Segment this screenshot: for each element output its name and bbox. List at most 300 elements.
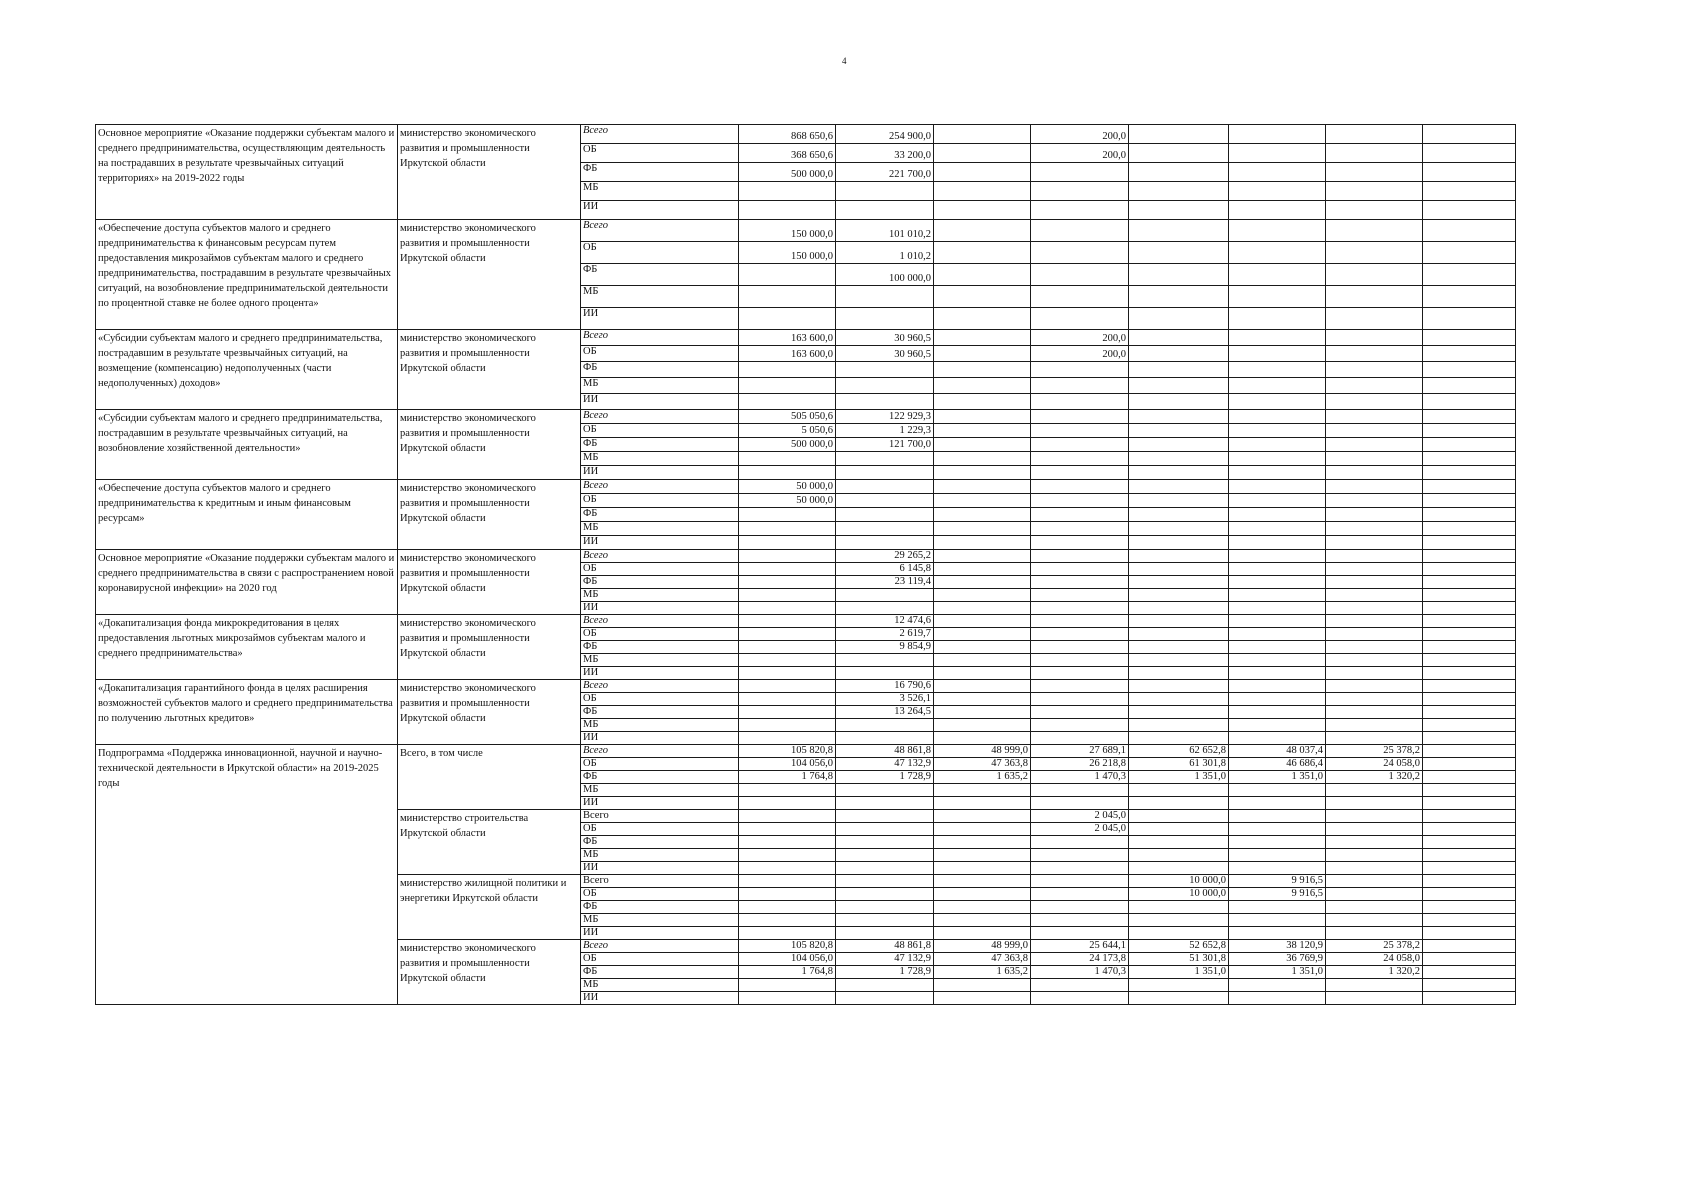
amount-cell — [1129, 576, 1229, 589]
amount-cell — [1031, 466, 1129, 480]
amount-cell — [1229, 602, 1326, 615]
executor-name: министерство экономического развития и промышленности Иркутской области — [398, 940, 581, 1005]
amount-cell — [1229, 286, 1326, 308]
amount-cell — [739, 797, 836, 810]
amount-cell — [934, 784, 1031, 797]
amount-cell — [1031, 378, 1129, 394]
amount-cell — [836, 875, 934, 888]
amount-cell — [836, 667, 934, 680]
table-row — [96, 330, 1516, 346]
amount-cell — [1326, 125, 1423, 144]
amount-cell — [1423, 823, 1516, 836]
amount-cell — [739, 901, 836, 914]
amount-cell — [739, 182, 836, 201]
amount-cell — [1423, 680, 1516, 693]
amount-cell — [1423, 346, 1516, 362]
amount-cell — [934, 264, 1031, 286]
amount-cell — [934, 602, 1031, 615]
amount-cell — [739, 875, 836, 888]
funding-source: ИИ — [581, 797, 739, 810]
amount-cell — [1031, 849, 1129, 862]
page-number: 4 — [842, 56, 847, 66]
funding-source: МБ — [581, 286, 739, 308]
amount-cell — [1129, 466, 1229, 480]
amount-cell — [1031, 308, 1129, 330]
amount-cell: 36 769,9 — [1229, 953, 1326, 966]
amount-cell — [739, 719, 836, 732]
amount-cell — [836, 182, 934, 201]
amount-cell — [1326, 220, 1423, 242]
amount-cell: 2 045,0 — [1031, 823, 1129, 836]
funding-source: МБ — [581, 784, 739, 797]
amount-cell — [1326, 242, 1423, 264]
funding-source: Всего — [581, 330, 739, 346]
amount-cell — [1423, 264, 1516, 286]
executor-name: министерство экономического развития и промышленности Иркутской области — [398, 550, 581, 615]
amount-cell: 1 320,2 — [1326, 966, 1423, 979]
amount-cell — [1423, 615, 1516, 628]
amount-cell: 500 000,0 — [739, 438, 836, 452]
amount-cell — [1326, 992, 1423, 1005]
amount-cell — [739, 264, 836, 286]
amount-cell — [1423, 480, 1516, 494]
amount-cell — [1129, 308, 1229, 330]
amount-cell — [1326, 849, 1423, 862]
amount-cell — [934, 508, 1031, 522]
executor-name: министерство жилищной политики и энергетики Иркутской области — [398, 875, 581, 940]
amount-cell — [934, 563, 1031, 576]
amount-cell: 24 058,0 — [1326, 953, 1423, 966]
amount-cell — [1031, 220, 1129, 242]
amount-cell — [1423, 308, 1516, 330]
amount-cell: 1 728,9 — [836, 771, 934, 784]
amount-cell — [739, 654, 836, 667]
amount-cell — [1229, 362, 1326, 378]
amount-cell — [934, 901, 1031, 914]
amount-cell — [934, 888, 1031, 901]
amount-cell — [1423, 286, 1516, 308]
amount-cell — [836, 810, 934, 823]
amount-cell — [1129, 330, 1229, 346]
amount-cell — [739, 862, 836, 875]
funding-source: ИИ — [581, 466, 739, 480]
amount-cell — [1031, 201, 1129, 220]
amount-cell: 48 861,8 — [836, 745, 934, 758]
amount-cell — [1423, 888, 1516, 901]
amount-cell — [934, 719, 1031, 732]
amount-cell — [739, 680, 836, 693]
amount-cell — [1229, 836, 1326, 849]
amount-cell: 48 861,8 — [836, 940, 934, 953]
amount-cell — [1326, 494, 1423, 508]
amount-cell — [1423, 508, 1516, 522]
amount-cell — [1031, 641, 1129, 654]
table-row — [96, 480, 1516, 494]
amount-cell — [1326, 654, 1423, 667]
amount-cell — [1326, 732, 1423, 745]
amount-cell: 505 050,6 — [739, 410, 836, 424]
funding-source: Всего — [581, 810, 739, 823]
amount-cell — [1031, 875, 1129, 888]
amount-cell — [1229, 125, 1326, 144]
activity-description: «Докапитализация фонда микрокредитования в целях предоставления льготных микрозаймов субъектам малого и среднего предпринимательства» — [96, 615, 398, 680]
funding-source: ОБ — [581, 628, 739, 641]
amount-cell: 2 619,7 — [836, 628, 934, 641]
amount-cell — [1423, 771, 1516, 784]
activity-description: Основное мероприятие «Оказание поддержки субъектам малого и среднего предпринимательства в связи с распространением новой коронавирусной инфекции» на 2020 год — [96, 550, 398, 615]
amount-cell — [836, 719, 934, 732]
amount-cell — [1326, 576, 1423, 589]
amount-cell — [739, 466, 836, 480]
amount-cell: 48 999,0 — [934, 940, 1031, 953]
amount-cell — [1423, 654, 1516, 667]
amount-cell — [1423, 797, 1516, 810]
amount-cell — [1229, 732, 1326, 745]
amount-cell: 368 650,6 — [739, 144, 836, 163]
amount-cell — [1423, 536, 1516, 550]
amount-cell — [739, 452, 836, 466]
amount-cell — [1031, 927, 1129, 940]
amount-cell — [1129, 242, 1229, 264]
executor-name: Всего, в том числе — [398, 745, 581, 810]
amount-cell — [1423, 576, 1516, 589]
amount-cell: 26 218,8 — [1031, 758, 1129, 771]
amount-cell — [1229, 346, 1326, 362]
amount-cell — [934, 125, 1031, 144]
funding-source: ОБ — [581, 953, 739, 966]
amount-cell — [1031, 452, 1129, 466]
amount-cell — [1129, 410, 1229, 424]
amount-cell — [1326, 346, 1423, 362]
funding-source: Всего — [581, 550, 739, 563]
amount-cell — [1129, 914, 1229, 927]
amount-cell: 10 000,0 — [1129, 888, 1229, 901]
executor-name: министерство экономического развития и промышленности Иркутской области — [398, 410, 581, 480]
amount-cell — [1031, 264, 1129, 286]
amount-cell — [739, 536, 836, 550]
amount-cell: 1 351,0 — [1229, 966, 1326, 979]
amount-cell — [1229, 901, 1326, 914]
amount-cell — [1423, 330, 1516, 346]
amount-cell — [934, 410, 1031, 424]
amount-cell — [1031, 286, 1129, 308]
amount-cell: 50 000,0 — [739, 494, 836, 508]
amount-cell: 1 764,8 — [739, 771, 836, 784]
amount-cell — [934, 979, 1031, 992]
amount-cell — [1129, 836, 1229, 849]
amount-cell — [739, 784, 836, 797]
amount-cell — [1031, 680, 1129, 693]
amount-cell — [1423, 394, 1516, 410]
funding-source: Всего — [581, 680, 739, 693]
amount-cell — [1423, 849, 1516, 862]
amount-cell — [1129, 550, 1229, 563]
amount-cell — [934, 849, 1031, 862]
amount-cell — [739, 823, 836, 836]
amount-cell — [1423, 602, 1516, 615]
amount-cell — [1129, 654, 1229, 667]
amount-cell — [1229, 810, 1326, 823]
amount-cell — [1423, 953, 1516, 966]
amount-cell — [836, 979, 934, 992]
amount-cell — [739, 508, 836, 522]
amount-cell — [1129, 797, 1229, 810]
amount-cell — [1031, 719, 1129, 732]
amount-cell — [1326, 641, 1423, 654]
amount-cell — [1031, 706, 1129, 719]
amount-cell: 104 056,0 — [739, 953, 836, 966]
amount-cell — [739, 810, 836, 823]
amount-cell — [739, 378, 836, 394]
amount-cell — [1423, 979, 1516, 992]
funding-source: Всего — [581, 480, 739, 494]
funding-source: МБ — [581, 589, 739, 602]
amount-cell: 13 264,5 — [836, 706, 934, 719]
amount-cell — [836, 849, 934, 862]
amount-cell: 38 120,9 — [1229, 940, 1326, 953]
table-body — [96, 125, 1516, 1005]
amount-cell — [934, 680, 1031, 693]
amount-cell — [934, 550, 1031, 563]
funding-source: Всего — [581, 125, 739, 144]
amount-cell — [1031, 888, 1129, 901]
amount-cell — [1129, 849, 1229, 862]
amount-cell — [1129, 144, 1229, 163]
amount-cell — [1229, 330, 1326, 346]
funding-source: ФБ — [581, 901, 739, 914]
amount-cell — [1031, 522, 1129, 536]
funding-source: Всего — [581, 940, 739, 953]
amount-cell: 100 000,0 — [836, 264, 934, 286]
amount-cell: 1 635,2 — [934, 966, 1031, 979]
amount-cell: 23 119,4 — [836, 576, 934, 589]
amount-cell — [1229, 394, 1326, 410]
amount-cell — [934, 220, 1031, 242]
amount-cell — [739, 286, 836, 308]
activity-description: «Обеспечение доступа субъектов малого и среднего предпринимательства к кредитным и иным финансовым ресурсам» — [96, 480, 398, 550]
table-row — [96, 220, 1516, 242]
amount-cell — [1229, 563, 1326, 576]
funding-source: ИИ — [581, 992, 739, 1005]
funding-source: ФБ — [581, 163, 739, 182]
amount-cell — [1031, 784, 1129, 797]
amount-cell — [739, 308, 836, 330]
table-row — [96, 125, 1516, 144]
amount-cell — [1423, 927, 1516, 940]
amount-cell — [1031, 563, 1129, 576]
amount-cell — [1423, 732, 1516, 745]
amount-cell: 52 652,8 — [1129, 940, 1229, 953]
amount-cell — [934, 927, 1031, 940]
amount-cell — [1031, 693, 1129, 706]
amount-cell — [1129, 810, 1229, 823]
amount-cell — [1229, 680, 1326, 693]
amount-cell — [1031, 508, 1129, 522]
funding-source: ОБ — [581, 494, 739, 508]
amount-cell — [934, 823, 1031, 836]
amount-cell — [836, 308, 934, 330]
table-row — [96, 615, 1516, 628]
amount-cell — [1229, 550, 1326, 563]
amount-cell — [1129, 163, 1229, 182]
amount-cell — [1229, 144, 1326, 163]
amount-cell — [1129, 823, 1229, 836]
amount-cell — [1326, 362, 1423, 378]
amount-cell — [934, 182, 1031, 201]
amount-cell — [739, 201, 836, 220]
amount-cell — [1326, 693, 1423, 706]
funding-table — [95, 124, 1516, 1005]
amount-cell — [1129, 979, 1229, 992]
amount-cell: 25 644,1 — [1031, 940, 1129, 953]
amount-cell — [1031, 536, 1129, 550]
amount-cell — [934, 667, 1031, 680]
amount-cell: 30 960,5 — [836, 330, 934, 346]
amount-cell — [836, 494, 934, 508]
amount-cell — [1326, 201, 1423, 220]
amount-cell: 47 132,9 — [836, 758, 934, 771]
amount-cell — [739, 992, 836, 1005]
amount-cell: 200,0 — [1031, 125, 1129, 144]
amount-cell — [934, 438, 1031, 452]
amount-cell — [1031, 589, 1129, 602]
amount-cell — [1326, 927, 1423, 940]
amount-cell — [1129, 522, 1229, 536]
amount-cell — [1326, 536, 1423, 550]
amount-cell — [1129, 362, 1229, 378]
amount-cell: 10 000,0 — [1129, 875, 1229, 888]
amount-cell — [1326, 410, 1423, 424]
amount-cell — [1229, 706, 1326, 719]
amount-cell — [1229, 615, 1326, 628]
amount-cell — [1031, 667, 1129, 680]
amount-cell — [1326, 628, 1423, 641]
amount-cell — [1229, 641, 1326, 654]
amount-cell: 9 854,9 — [836, 641, 934, 654]
funding-source: МБ — [581, 182, 739, 201]
amount-cell — [1423, 563, 1516, 576]
amount-cell — [1326, 394, 1423, 410]
executor-name: министерство экономического развития и промышленности Иркутской области — [398, 680, 581, 745]
amount-cell — [739, 667, 836, 680]
amount-cell — [1423, 966, 1516, 979]
amount-cell — [1129, 508, 1229, 522]
amount-cell — [739, 628, 836, 641]
amount-cell — [1031, 654, 1129, 667]
amount-cell — [739, 706, 836, 719]
amount-cell — [1129, 784, 1229, 797]
funding-source: ФБ — [581, 438, 739, 452]
amount-cell — [1129, 589, 1229, 602]
amount-cell — [1031, 797, 1129, 810]
amount-cell — [934, 862, 1031, 875]
amount-cell — [1229, 979, 1326, 992]
activity-description: «Обеспечение доступа субъектов малого и среднего предпринимательства к финансовым ресурсам путем предоставления микрозаймов субъектам малого и среднего предпринимательства, пострадавшим в результате чрезвычайных ситуаций, на возобновление предпринимательской деятельности по процентной ставке не более одного процента» — [96, 220, 398, 330]
amount-cell — [1129, 706, 1229, 719]
funding-source: МБ — [581, 914, 739, 927]
funding-source: ФБ — [581, 706, 739, 719]
funding-source: МБ — [581, 849, 739, 862]
amount-cell — [1229, 784, 1326, 797]
amount-cell — [1423, 628, 1516, 641]
amount-cell — [739, 576, 836, 589]
amount-cell: 12 474,6 — [836, 615, 934, 628]
amount-cell — [934, 452, 1031, 466]
funding-source: МБ — [581, 522, 739, 536]
funding-source: МБ — [581, 979, 739, 992]
amount-cell — [1326, 810, 1423, 823]
amount-cell — [1229, 438, 1326, 452]
amount-cell: 48 037,4 — [1229, 745, 1326, 758]
amount-cell — [1229, 242, 1326, 264]
amount-cell — [739, 693, 836, 706]
amount-cell — [1129, 680, 1229, 693]
amount-cell: 122 929,3 — [836, 410, 934, 424]
funding-source: ИИ — [581, 602, 739, 615]
amount-cell — [1423, 719, 1516, 732]
amount-cell — [1129, 862, 1229, 875]
amount-cell — [1423, 182, 1516, 201]
amount-cell: 47 363,8 — [934, 758, 1031, 771]
amount-cell — [1423, 992, 1516, 1005]
amount-cell: 101 010,2 — [836, 220, 934, 242]
amount-cell — [836, 536, 934, 550]
activity-description: Основное мероприятие «Оказание поддержки субъектам малого и среднего предпринимательства, осуществляющим деятельность на пострадавших в результате чрезвычайных ситуаций территориях» на 2019-2022 годы — [96, 125, 398, 220]
amount-cell — [1031, 836, 1129, 849]
amount-cell — [1129, 346, 1229, 362]
amount-cell — [934, 797, 1031, 810]
amount-cell — [836, 836, 934, 849]
amount-cell — [1423, 125, 1516, 144]
amount-cell — [1129, 220, 1229, 242]
funding-source: ОБ — [581, 144, 739, 163]
amount-cell — [934, 615, 1031, 628]
amount-cell — [739, 927, 836, 940]
amount-cell — [1326, 719, 1423, 732]
amount-cell — [739, 836, 836, 849]
amount-cell — [934, 201, 1031, 220]
amount-cell — [1129, 602, 1229, 615]
amount-cell: 2 045,0 — [1031, 810, 1129, 823]
amount-cell — [1129, 563, 1229, 576]
amount-cell — [1129, 719, 1229, 732]
amount-cell — [1229, 480, 1326, 494]
amount-cell — [1229, 654, 1326, 667]
amount-cell — [836, 602, 934, 615]
amount-cell: 25 378,2 — [1326, 745, 1423, 758]
amount-cell — [1229, 849, 1326, 862]
amount-cell — [1031, 615, 1129, 628]
amount-cell: 9 916,5 — [1229, 888, 1326, 901]
amount-cell — [1326, 563, 1423, 576]
amount-cell: 200,0 — [1031, 330, 1129, 346]
amount-cell: 1 351,0 — [1129, 771, 1229, 784]
amount-cell — [1129, 536, 1229, 550]
amount-cell — [1031, 901, 1129, 914]
amount-cell — [934, 706, 1031, 719]
amount-cell — [934, 628, 1031, 641]
funding-source: ФБ — [581, 966, 739, 979]
amount-cell — [934, 589, 1031, 602]
amount-cell — [1326, 784, 1423, 797]
amount-cell — [739, 914, 836, 927]
amount-cell: 121 700,0 — [836, 438, 934, 452]
amount-cell: 150 000,0 — [739, 242, 836, 264]
amount-cell — [1326, 602, 1423, 615]
amount-cell — [934, 836, 1031, 849]
amount-cell — [1229, 719, 1326, 732]
amount-cell — [739, 522, 836, 536]
